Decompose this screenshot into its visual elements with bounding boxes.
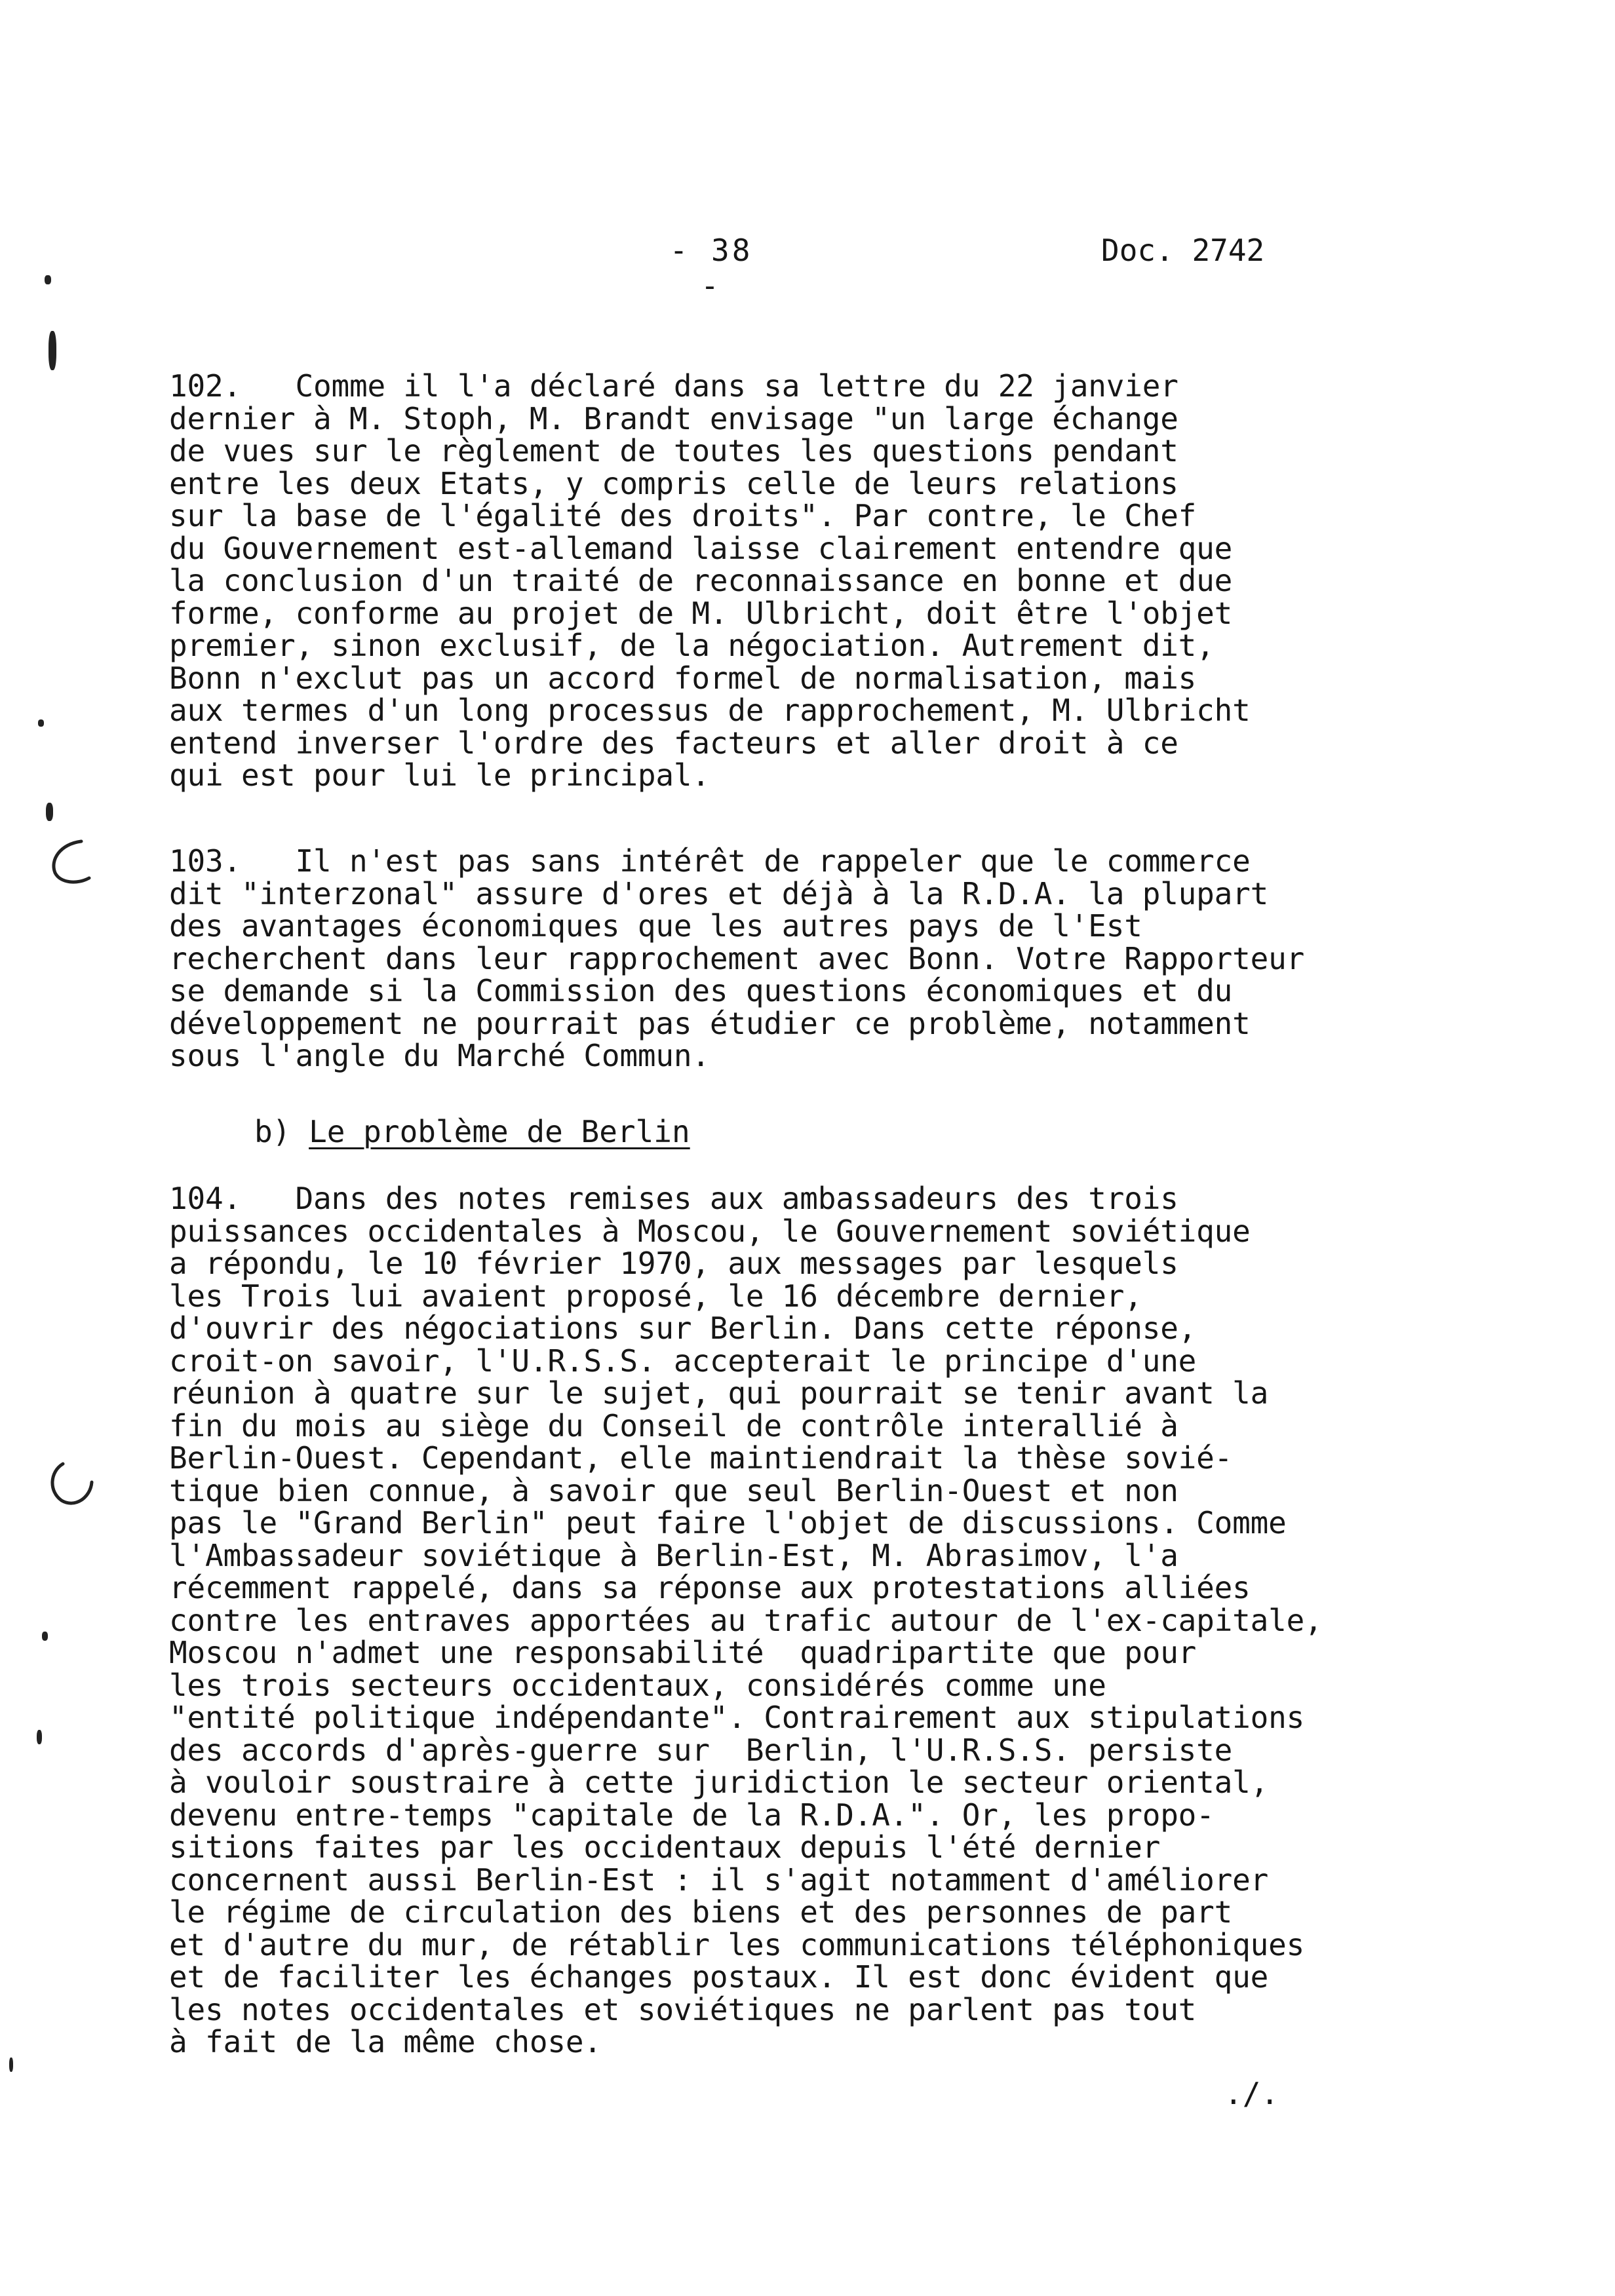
margin-speck <box>49 331 56 370</box>
text-line: d'ouvrir des négociations sur Berlin. Dans cette réponse, <box>169 1311 1197 1346</box>
text-line: pas le "Grand Berlin" peut faire l'objet de discussions. Comme <box>169 1505 1287 1540</box>
text-line: aux termes d'un long processus de rapprochement, M. Ulbricht <box>169 693 1251 728</box>
margin-speck <box>38 719 44 727</box>
text-line: à fait de la même chose. <box>169 2024 602 2059</box>
text-line: des accords d'après-guerre sur Berlin, l'U.R.S.S. persiste <box>169 1732 1233 1768</box>
section-heading-title: Le problème de Berlin <box>309 1114 690 1149</box>
text-line: du Gouvernement est-allemand laisse clairement entendre que <box>169 530 1233 566</box>
paragraph-103 <box>169 845 1434 1073</box>
text-line: dit "interzonal" assure d'ores et déjà à la R.D.A. la plupart <box>169 875 1269 911</box>
text-line: l'Ambassadeur soviétique à Berlin-Est, M. Abrasimov, l'a <box>169 1537 1178 1573</box>
text-line: croit-on savoir, l'U.R.S.S. accepterait le principe d'une <box>169 1343 1197 1379</box>
paragraph-102 <box>169 370 1434 792</box>
text-line: récemment rappelé, dans sa réponse aux protestations alliées <box>169 1570 1251 1605</box>
text-line: la conclusion d'un traité de reconnaissance en bonne et due <box>169 563 1233 598</box>
margin-speck <box>42 1632 48 1641</box>
text-line: "entité politique indépendante". Contrairement aux stipulations <box>169 1700 1305 1735</box>
text-line: réunion à quatre sur le sujet, qui pourrait se tenir avant la <box>169 1375 1269 1411</box>
text-line: entend inverser l'ordre des facteurs et aller droit à ce <box>169 725 1178 761</box>
text-line: et d'autre du mur, de rétablir les communications téléphoniques <box>169 1926 1305 1962</box>
text-line: concernent aussi Berlin-Est : il s'agit notamment d'améliorer <box>169 1862 1269 1898</box>
text-line: tique bien connue, à savoir que seul Berlin-Ouest et non <box>169 1472 1178 1508</box>
text-line: des avantages économiques que les autres pays de l'Est <box>169 908 1142 944</box>
text-line: et de faciliter les échanges postaux. Il est donc évident que <box>169 1959 1269 1995</box>
text-line: contre les entraves apportées au trafic autour de l'ex-capitale, <box>169 1602 1323 1638</box>
text-line: le régime de circulation des biens et des personnes de part <box>169 1894 1233 1930</box>
text-line: 102. Comme il l'a déclaré dans sa lettre du 22 janvier <box>169 368 1178 404</box>
paragraph-104 <box>169 1183 1434 2059</box>
margin-speck <box>45 275 51 284</box>
continuation-mark: ./. <box>1224 2076 1279 2111</box>
section-heading-prefix: b) <box>254 1114 309 1149</box>
text-line: Moscou n'admet une responsabilité quadripartite que pour <box>169 1635 1197 1670</box>
text-line: se demande si la Commission des questions économiques et du <box>169 973 1233 1008</box>
section-heading <box>254 1114 690 1149</box>
punch-hole-mark <box>41 1455 100 1514</box>
text-line: les trois secteurs occidentaux, considérés comme une <box>169 1667 1106 1703</box>
text-line: forme, conforme au projet de M. Ulbricht, doit être l'objet <box>169 595 1233 631</box>
margin-speck <box>37 1730 42 1744</box>
text-line: devenu entre-temps "capitale de la R.D.A.". Or, les propo- <box>169 1797 1215 1833</box>
text-line: 103. Il n'est pas sans intérêt de rappeler que le commerce <box>169 843 1251 879</box>
text-line: sitions faites par les occidentaux depuis l'été dernier <box>169 1829 1161 1865</box>
text-line: qui est pour lui le principal. <box>169 757 710 793</box>
text-line: développement ne pourrait pas étudier ce problème, notamment <box>169 1005 1251 1041</box>
text-line: puissances occidentales à Moscou, le Gouvernement soviétique <box>169 1213 1251 1249</box>
text-line: Berlin-Ouest. Cependant, elle maintiendrait la thèse sovié- <box>169 1440 1233 1476</box>
text-line: entre les deux Etats, y compris celle de leurs relations <box>169 465 1178 501</box>
text-line: les Trois lui avaient proposé, le 16 décembre dernier, <box>169 1278 1142 1314</box>
text-line: a répondu, le 10 février 1970, aux messages par lesquels <box>169 1246 1178 1281</box>
text-line: 104. Dans des notes remises aux ambassadeurs des trois <box>169 1181 1178 1216</box>
text-line: les notes occidentales et soviétiques ne parlent pas tout <box>169 1991 1197 2027</box>
text-line: recherchent dans leur rapprochement avec Bonn. Votre Rapporteur <box>169 940 1305 976</box>
page-number: - 38 - <box>669 233 753 303</box>
margin-speck <box>9 2057 13 2072</box>
text-line: sur la base de l'égalité des droits". Par contre, le Chef <box>169 498 1197 533</box>
margin-speck <box>46 803 53 821</box>
text-line: Bonn n'exclut pas un accord formel de normalisation, mais <box>169 660 1197 696</box>
text-line: dernier à M. Stoph, M. Brandt envisage "un large échange <box>169 400 1178 436</box>
punch-hole-mark <box>41 832 100 891</box>
text-line: à vouloir soustraire à cette juridiction le secteur oriental, <box>169 1765 1269 1800</box>
document-reference: Doc. 2742 <box>1101 233 1265 268</box>
text-line: premier, sinon exclusif, de la négociation. Autrement dit, <box>169 628 1215 663</box>
text-line: de vues sur le règlement de toutes les questions pendant <box>169 433 1178 469</box>
text-line: sous l'angle du Marché Commun. <box>169 1038 710 1073</box>
text-line: fin du mois au siège du Conseil de contrôle interallié à <box>169 1407 1178 1444</box>
